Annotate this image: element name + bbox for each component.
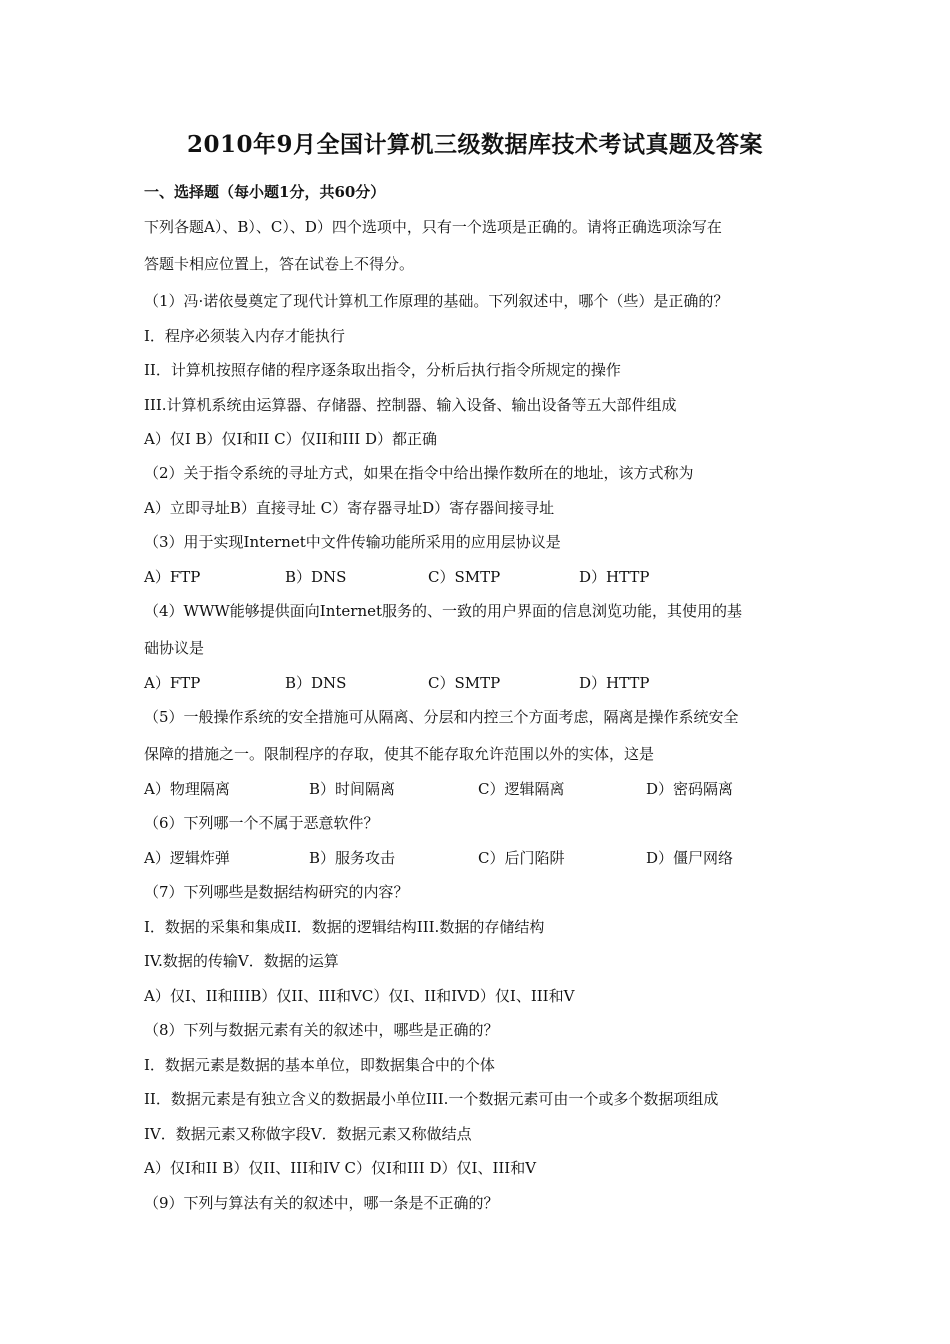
q3-option-d: D）HTTP: [579, 568, 650, 586]
q2-options: A）立即寻址B）直接寻址 C）寄存器寻址D）寄存器间接寻址: [144, 499, 555, 517]
q9-stem: （9）下列与算法有关的叙述中，哪一条是不正确的？: [144, 1194, 499, 1212]
intro-text-line-1: 下列各题A）、B）、C）、D）四个选项中，只有一个选项是正确的。请将正确选项涂写在: [144, 218, 722, 236]
document-title: 2010年9月全国计算机三级数据库技术考试真题及答案: [186, 131, 764, 158]
q1-options: A）仅I B）仅I和II C）仅II和III D）都正确: [144, 430, 437, 448]
q7-statements-2: IV.数据的传输V．数据的运算: [144, 952, 339, 970]
q5-stem-line-2: 保障的措施之一。限制程序的存取，使其不能存取允许范围以外的实体，这是: [144, 745, 655, 763]
q3-option-b: B）DNS: [285, 568, 347, 586]
q8-options: A）仅I和II B）仅II、III和IV C）仅I和III D）仅I、III和V: [144, 1159, 537, 1177]
q5-stem-line-1: （5）一般操作系统的安全措施可从隔离、分层和内控三个方面考虑，隔离是操作系统安全: [144, 708, 739, 726]
q5-option-b: B）时间隔离: [309, 780, 396, 798]
q4-option-b: B）DNS: [285, 674, 347, 692]
q5-option-d: D）密码隔离: [646, 780, 734, 798]
section-heading: 一、选择题（每小题1分，共60分）: [144, 183, 386, 201]
q5-option-c: C）逻辑隔离: [478, 780, 565, 798]
q6-option-c: C）后门陷阱: [478, 849, 565, 867]
q4-option-d: D）HTTP: [579, 674, 650, 692]
q4-option-c: C）SMTP: [428, 674, 501, 692]
q3-stem: （3）用于实现Internet中文件传输功能所采用的应用层协议是: [144, 533, 561, 551]
q8-stem: （8）下列与数据元素有关的叙述中，哪些是正确的？: [144, 1021, 499, 1039]
q6-option-a: A）逻辑炸弹: [144, 849, 230, 867]
q6-stem: （6）下列哪一个不属于恶意软件？: [144, 814, 379, 832]
q5-option-a: A）物理隔离: [144, 780, 230, 798]
q4-stem-line-1: （4）WWW能够提供面向Internet服务的、一致的用户界面的信息浏览功能，其使用的基: [144, 602, 743, 620]
q7-options: A）仅I、II和IIIB）仅II、III和VC）仅I、II和IVD）仅I、III和V: [144, 987, 575, 1005]
q2-stem: （2）关于指令系统的寻址方式，如果在指令中给出操作数所在的地址，该方式称为: [144, 464, 694, 482]
q7-statements-1: I．数据的采集和集成II．数据的逻辑结构III.数据的存储结构: [144, 918, 545, 936]
q1-stem: （1）冯·诺依曼奠定了现代计算机工作原理的基础。下列叙述中，哪个（些）是正确的？: [144, 292, 729, 310]
q3-option-a: A）FTP: [144, 568, 201, 586]
q8-statement-3: IV．数据元素又称做字段V．数据元素又称做结点: [144, 1125, 472, 1143]
q4-stem-line-2: 础协议是: [144, 639, 205, 657]
q1-statement-2: II．计算机按照存储的程序逐条取出指令，分析后执行指令所规定的操作: [144, 361, 621, 379]
q4-option-a: A）FTP: [144, 674, 201, 692]
q7-stem: （7）下列哪些是数据结构研究的内容？: [144, 883, 409, 901]
q3-option-c: C）SMTP: [428, 568, 501, 586]
q6-option-b: B）服务攻击: [309, 849, 396, 867]
intro-text-line-2: 答题卡相应位置上，答在试卷上不得分。: [144, 255, 415, 273]
q1-statement-1: I．程序必须装入内存才能执行: [144, 327, 345, 345]
q8-statement-1: I．数据元素是数据的基本单位，即数据集合中的个体: [144, 1056, 495, 1074]
q6-option-d: D）僵尸网络: [646, 849, 734, 867]
q1-statement-3: III.计算机系统由运算器、存储器、控制器、输入设备、输出设备等五大部件组成: [144, 396, 677, 414]
q8-statement-2: II．数据元素是有独立含义的数据最小单位III.一个数据元素可由一个或多个数据项组成: [144, 1090, 719, 1108]
